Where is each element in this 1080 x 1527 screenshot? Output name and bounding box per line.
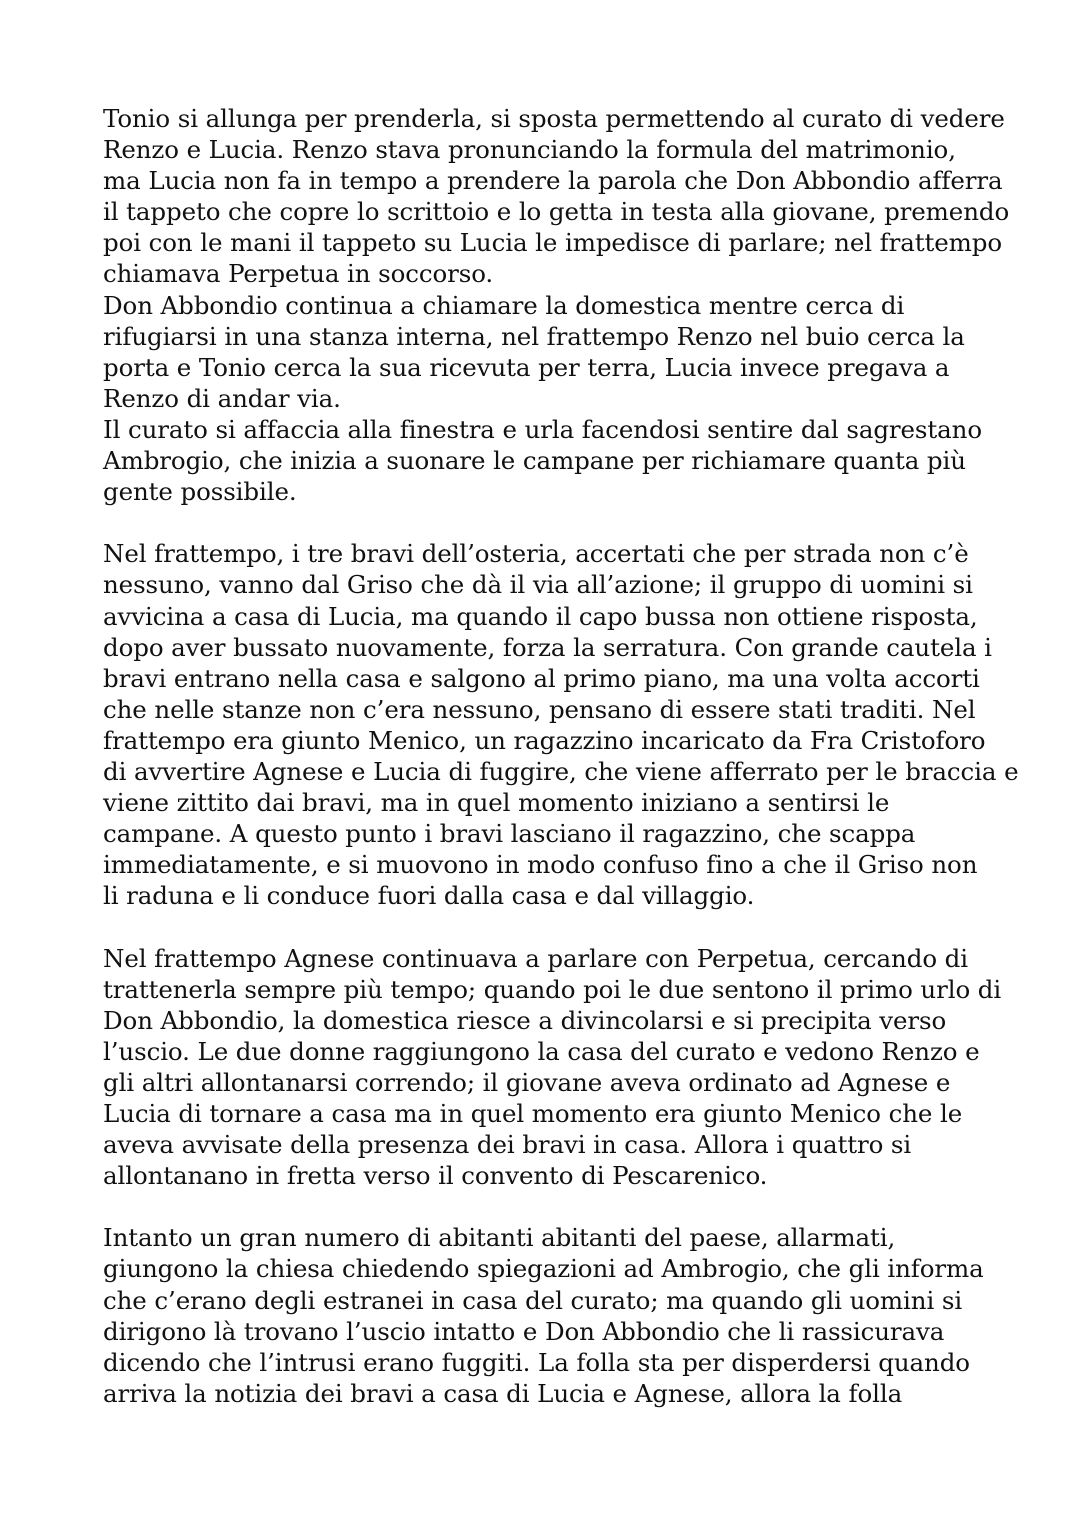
text-line: giungono la chiesa chiedendo spiegazioni ad Ambrogio, che gli informa	[103, 1254, 984, 1284]
text-line: che c’erano degli estranei in casa del curato; ma quando gli uomini si	[103, 1285, 963, 1315]
text-line: Tonio si allunga per prenderla, si sposta permettendo al curato di vedere	[103, 104, 1005, 133]
text-line: Renzo e Lucia. Renzo stava pronunciando la formula del matrimonio,	[103, 135, 956, 165]
text-line: il tappeto che copre lo scrittoio e lo getta in testa alla giovane, premendo	[103, 197, 1010, 227]
text-line: frattempo era giunto Menico, un ragazzino incaricato da Fra Cristoforo	[103, 725, 986, 755]
text-line: poi con le mani il tappeto su Lucia le impedisce di parlare; nel frattempo	[103, 228, 1002, 258]
text-line: li raduna e li conduce fuori dalla casa e dal villaggio.	[103, 881, 755, 911]
text-line: aveva avvisate della presenza dei bravi in casa. Allora i quattro si	[103, 1130, 912, 1160]
paragraph-1	[103, 103, 1010, 507]
text-line: di avvertire Agnese e Lucia di fuggire, che viene afferrato per le braccia e	[103, 756, 1019, 786]
text-line: viene zittito dai bravi, ma in quel momento iniziano a sentirsi le	[103, 788, 890, 818]
paragraph-gap	[103, 1191, 1003, 1222]
text-line: arriva la notizia dei bravi a casa di Lucia e Agnese, allora la folla	[103, 1378, 903, 1408]
text-line: rifugiarsi in una stanza interna, nel frattempo Renzo nel buio cerca la	[103, 321, 965, 351]
text-line: porta e Tonio cerca la sua ricevuta per terra, Lucia invece pregava a	[103, 352, 950, 382]
text-line: dopo aver bussato nuovamente, forza la serratura. Con grande cautela i	[103, 632, 992, 662]
paragraph-2	[103, 538, 1019, 911]
text-line: bravi entrano nella casa e salgono al primo piano, ma una volta accorti	[103, 663, 980, 693]
text-line: Ambrogio, che inizia a suonare le campane per richiamare quanta più	[103, 446, 966, 476]
text-line: chiamava Perpetua in soccorso.	[103, 259, 494, 289]
text-line: Lucia di tornare a casa ma in quel momento era giunto Menico che le	[103, 1099, 963, 1128]
text-line: gli altri allontanarsi correndo; il giovane aveva ordinato ad Agnese e	[103, 1067, 951, 1097]
text-line: trattenerla sempre più tempo; quando poi le due sentono il primo urlo di	[103, 974, 1002, 1004]
text-line: ma Lucia non fa in tempo a prendere la parola che Don Abbondio afferra	[103, 166, 1003, 196]
document-page	[103, 103, 1019, 1409]
text-line: dirigono là trovano l’uscio intatto e Don Abbondio che li rassicurava	[103, 1316, 945, 1346]
paragraph-4	[103, 1222, 1003, 1409]
text-line: Renzo di andar via.	[103, 383, 341, 413]
text-line: avvicina a casa di Lucia, ma quando il capo bussa non ottiene risposta,	[103, 601, 978, 631]
text-line: dicendo che l’intrusi erano fuggiti. La folla sta per disperdersi quando	[103, 1347, 970, 1377]
text-line: gente possibile.	[103, 477, 297, 507]
text-line: Nel frattempo, i tre bravi dell’osteria, accertati che per strada non c’è	[103, 539, 969, 569]
text-line: Don Abbondio, la domestica riesce a divincolarsi e si precipita verso	[103, 1005, 947, 1035]
text-line: Il curato si affaccia alla finestra e urla facendosi sentire dal sagrestano	[103, 414, 982, 444]
text-line: allontanano in fretta verso il convento di Pescarenico.	[103, 1161, 768, 1191]
paragraph-gap	[103, 507, 1003, 538]
text-line: l’uscio. Le due donne raggiungono la casa del curato e vedono Renzo e	[103, 1036, 980, 1066]
text-line: nessuno, vanno dal Griso che dà il via all’azione; il gruppo di uomini si	[103, 570, 973, 600]
text-line: Don Abbondio continua a chiamare la domestica mentre cerca di	[103, 290, 905, 320]
text-line: Intanto un gran numero di abitanti abitanti del paese, allarmati,	[103, 1223, 896, 1253]
text-line: che nelle stanze non c’era nessuno, pensano di essere stati traditi. Nel	[103, 694, 976, 724]
paragraph-3	[103, 943, 1003, 1192]
paragraph-gap	[103, 911, 1003, 942]
text-line: campane. A questo punto i bravi lasciano il ragazzino, che scappa	[103, 819, 916, 849]
text-line: immediatamente, e si muovono in modo confuso fino a che il Griso non	[103, 850, 978, 880]
text-line: Nel frattempo Agnese continuava a parlare con Perpetua, cercando di	[103, 943, 968, 973]
